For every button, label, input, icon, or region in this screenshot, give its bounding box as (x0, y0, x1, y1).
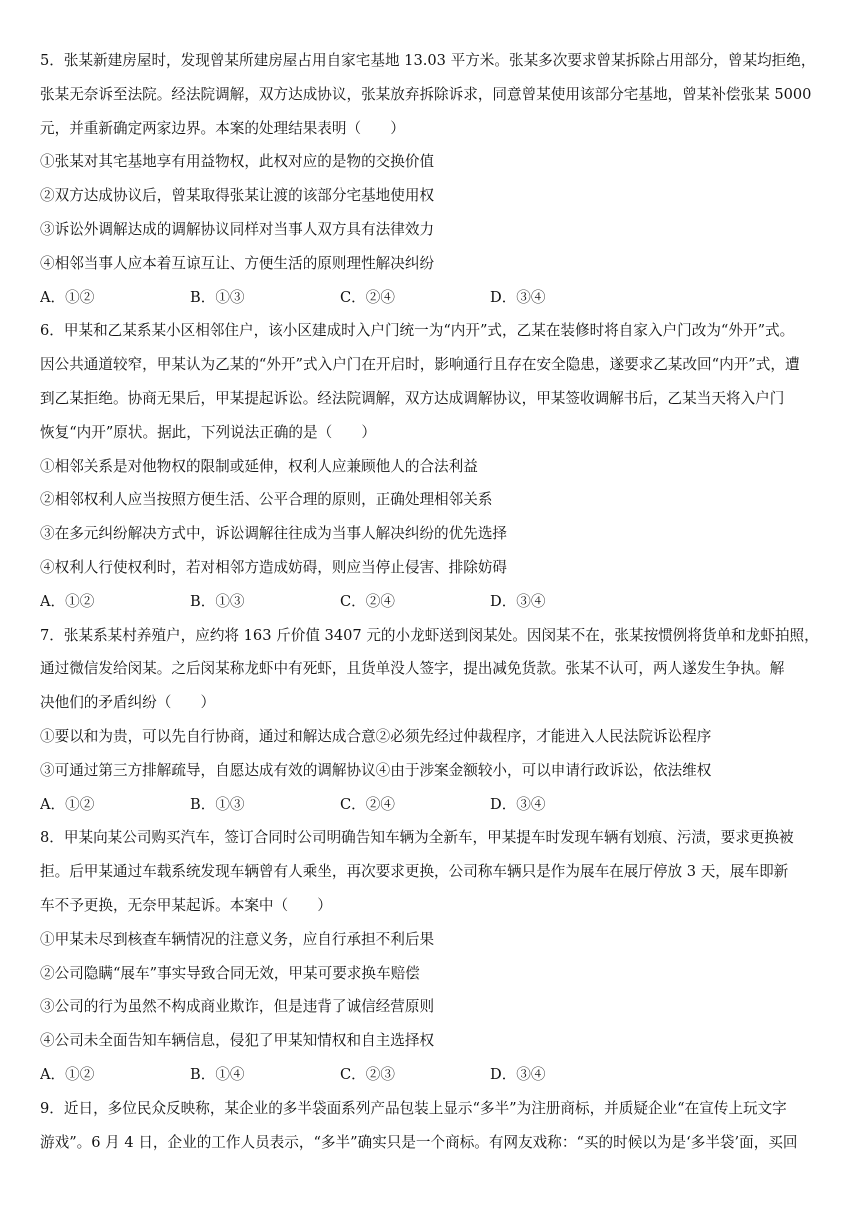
option-c[interactable]: C．②④ (340, 592, 395, 610)
question-stem-line: 车不予更换，无奈甲某起诉。本案中（ ） (40, 896, 332, 914)
question-stem-line: 5．张某新建房屋时，发现曾某所建房屋占用自家宅基地 13.03 平方米。张某多次要求曾某拆除占用部分，曾某均拒绝， (40, 52, 816, 69)
statement-item: ③在多元纠纷解决方式中，诉讼调解往往成为当事人解决纠纷的优先选择 (40, 525, 508, 543)
statement-item: ④公司未全面告知车辆信息，侵犯了甲某知情权和自主选择权 (40, 1032, 435, 1050)
answer-options (40, 281, 830, 315)
option-c[interactable]: C．②④ (340, 288, 395, 306)
question-stem-line: 9．近日，多位民众反映称，某企业的多半袋面系列产品包装上显示“多半”为注册商标，并质疑企业“在宣传上玩文字 (40, 1099, 787, 1117)
question-8 (40, 821, 830, 1091)
question-7 (40, 619, 830, 822)
option-b[interactable]: B．①③ (190, 795, 245, 813)
option-b[interactable]: B．①③ (190, 592, 245, 610)
question-9 (40, 1092, 830, 1160)
option-d[interactable]: D．③④ (490, 288, 546, 306)
question-stem-line: 7．张某系某村养殖户，应约将 163 斤价值 3407 元的小龙虾送到闵某处。因闵某不在，张某按惯例将货单和龙虾拍照， (40, 626, 819, 644)
answer-options (40, 585, 830, 619)
statement-item: ②公司隐瞒“展车”事实导致合同无效，甲某可要求换车赔偿 (40, 964, 420, 982)
option-a[interactable]: A．①② (40, 1065, 95, 1083)
statement-item: ③可通过第三方排解疏导，自愿达成有效的调解协议④由于涉案金额较小，可以申请行政诉讼，依法维权 (40, 761, 712, 779)
question-stem-line: 游戏”。6 月 4 日，企业的工作人员表示，“多半”确实只是一个商标。有网友戏称：“买的时候以为是‘多半袋’面，买回 (40, 1133, 798, 1151)
option-c[interactable]: C．②④ (340, 795, 395, 813)
answer-options (40, 788, 830, 822)
option-d[interactable]: D．③④ (490, 592, 546, 610)
option-a[interactable]: A．①② (40, 795, 95, 813)
option-d[interactable]: D．③④ (490, 1065, 546, 1083)
question-stem-line: 拒。后甲某通过车载系统发现车辆曾有人乘坐，再次要求更换，公司称车辆只是作为展车在展厅停放 3 天，展车即新 (40, 863, 789, 881)
statement-item: ④相邻当事人应本着互谅互让、方便生活的原则理性解决纠纷 (40, 254, 435, 272)
question-stem-line: 张某无奈诉至法院。经法院调解，双方达成协议，张某放弃拆除诉求，同意曾某使用该部分宅基地，曾某补偿张某 5000 (40, 85, 812, 103)
exam-page (40, 44, 830, 1159)
statement-item: ①张某对其宅基地享有用益物权，此权对应的是物的交换价值 (40, 153, 435, 171)
question-6 (40, 314, 830, 618)
statement-item: ③诉讼外调解达成的调解协议同样对当事人双方具有法律效力 (40, 220, 435, 238)
option-a[interactable]: A．①② (40, 288, 95, 306)
question-stem-line: 因公共通道较窄，甲某认为乙某的“外开”式入户门在开启时，影响通行且存在安全隐患，遂要求乙某改回“内开”式，遭 (40, 356, 800, 374)
statement-item: ②双方达成协议后，曾某取得张某让渡的该部分宅基地使用权 (40, 187, 435, 205)
statement-item: ②相邻权利人应当按照方便生活、公平合理的原则，正确处理相邻关系 (40, 491, 493, 509)
question-stem-line: 恢复“内开”原状。据此，下列说法正确的是（ ） (40, 423, 376, 441)
question-stem-line: 6．甲某和乙某系某小区相邻住户，该小区建成时入户门统一为“内开”式，乙某在装修时将自家入户门改为“外开”式。 (40, 322, 795, 340)
statement-item: ①甲某未尽到核查车辆情况的注意义务，应自行承担不利后果 (40, 930, 435, 948)
question-stem-line: 通过微信发给闵某。之后闵某称龙虾中有死虾，且货单没人签字，提出减免货款。张某不认可，两人遂发生争执。解 (40, 660, 785, 678)
statement-item: ①要以和为贵，可以先自行协商，通过和解达成合意②必须先经过仲裁程序，才能进入人民法院诉讼程序 (40, 727, 712, 745)
statement-item: ④权利人行使权利时，若对相邻方造成妨碍，则应当停止侵害、排除妨碍 (40, 558, 508, 576)
statement-item: ③公司的行为虽然不构成商业欺诈，但是违背了诚信经营原则 (40, 998, 435, 1016)
option-a[interactable]: A．①② (40, 592, 95, 610)
question-stem-line: 8．甲某向某公司购买汽车，签订合同时公司明确告知车辆为全新车，甲某提车时发现车辆有划痕、污渍，要求更换被 (40, 829, 794, 847)
question-5 (40, 44, 830, 314)
option-d[interactable]: D．③④ (490, 795, 546, 813)
option-b[interactable]: B．①③ (190, 288, 245, 306)
statement-item: ①相邻关系是对他物权的限制或延伸，权利人应兼顾他人的合法利益 (40, 457, 478, 475)
question-stem-line: 决他们的矛盾纠纷（ ） (40, 694, 216, 712)
option-c[interactable]: C．②③ (340, 1065, 395, 1083)
question-stem-line: 到乙某拒绝。协商无果后，甲某提起诉讼。经法院调解，双方达成调解协议，甲某签收调解书后，乙某当天将入户门 (40, 389, 785, 407)
answer-options (40, 1058, 830, 1092)
question-stem-line: 元，并重新确定两家边界。本案的处理结果表明（ ） (40, 119, 405, 137)
option-b[interactable]: B．①④ (190, 1065, 245, 1083)
